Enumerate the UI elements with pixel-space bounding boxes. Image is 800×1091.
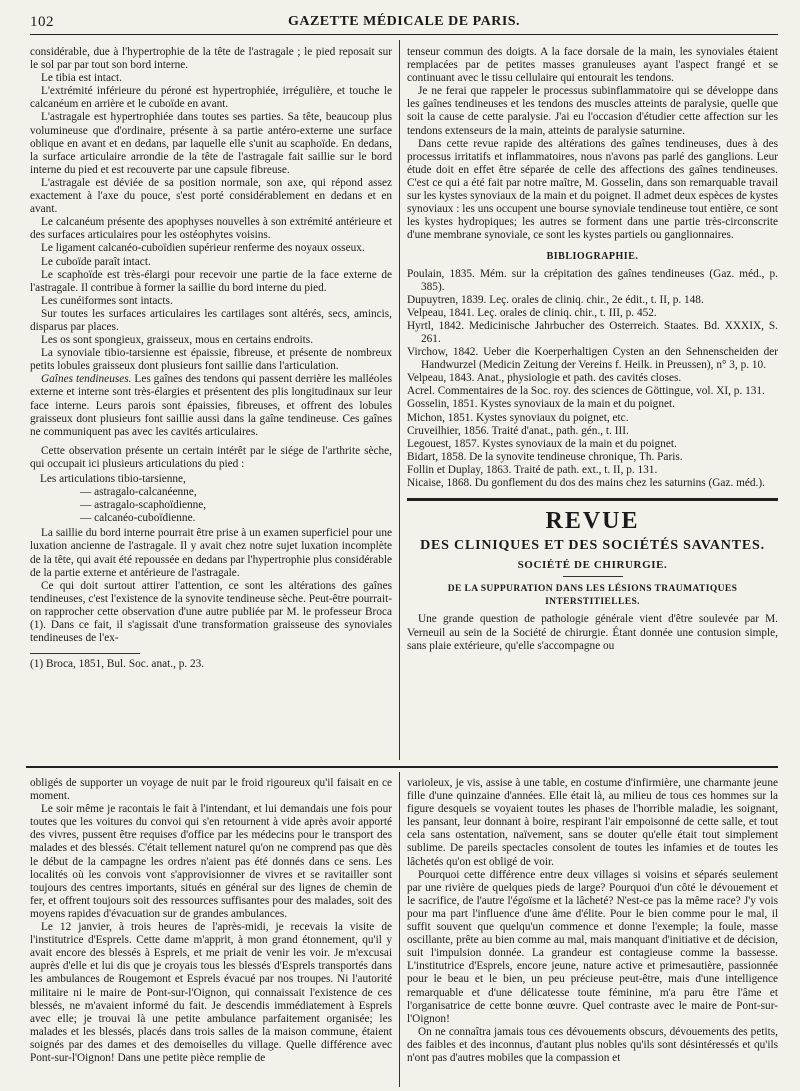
paragraph: tenseur commun des doigts. A la face dorsale de la main, les synoviales étaient remplacées par de petites masses granuleuses ayant l'aspect frangé et se continuant avec le tissu cellulaire qui entourait les tendons. [407, 46, 778, 85]
paragraph-gaines [30, 373, 392, 438]
paragraph: La synoviale tibio-tarsienne est épaissie, fibreuse, et présente de nombreux petits lobules graisseux dont plusieurs font saillie dans l'articulation. [30, 347, 392, 373]
bibliography-entry: Poulain, 1835. Mém. sur la crépitation des gaînes tendineuses (Gaz. méd., p. 385). [407, 267, 778, 293]
paragraph: L'astragale est déviée de sa position normale, son axe, qui répond assez exactement à l'axe du pouce, s'est porté considérablement en dedans et en avant. [30, 176, 392, 216]
bibliography-list [407, 268, 778, 491]
gaines-lead: Gaînes tendineuses. [41, 373, 132, 386]
bibliography-entry: Velpeau, 1843. Anat., physiologie et path. des cavités closes. [407, 372, 682, 385]
column-bottom-left [30, 777, 392, 1087]
article-title: DE LA SUPPURATION DANS LES LÉSIONS TRAUMATIQUES INTERSTITIELLES. [447, 584, 738, 608]
footnote-rule [30, 653, 140, 654]
bibliography-entry: Gosselin, 1851. Kystes synoviaux de la main et du poignet. [407, 398, 675, 411]
bibliography-entry: Acrel. Commentaires de la Soc. roy. des sciences de Göttingue, vol. XI, p. 131. [407, 385, 765, 398]
paragraph: Sur toutes les surfaces articulaires les cartilages sont altérés, secs, amincis, disparus par places. [30, 307, 392, 333]
bibliography-entry: Follin et Duplay, 1863. Traité de path. ext., t. II, p. 131. [407, 463, 658, 476]
bibliography-entry: Velpeau, 1841. Leç. orales de cliniq. chir., t. III, p. 452. [407, 306, 657, 319]
paragraph: Le tibia est intact. [41, 72, 122, 85]
list-item: — astragalo-scaphoïdienne, [80, 499, 207, 512]
bibliography-entry: Virchow, 1842. Ueber die Koerperhaltigen Cysten an den Sehnenscheiden der Handwurzel (Medicin Zeitung der Vereins f. Heilk. in Preussen), n° 3, p. 10. [407, 346, 778, 372]
paragraph: Le ligament calcanéo-cuboïdien supérieur renferme des noyaux osseux. [41, 242, 365, 255]
paragraph: Je ne ferai que rappeler le processus subinflammatoire qui se développe dans les gaînes tendineuses et les tendons des muscles atteints de paralysie, quelle que soit la cause de cette paralysie. J'ai eu l'occasion d'étudier cette affection sur les tendons extenseurs de la main, atteints de paralysie saturnine. [407, 85, 778, 137]
paragraph: L'astragale est hypertrophiée dans toutes ses parties. Sa tête, beaucoup plus volumineuse que d'ordinaire, présente à sa partie antéro-externe une surface oblique en avant et en dedans, par laquelle elle s'unit au scaphoïde. En dedans, la surface articulaire arrondie de la tête de l'astragale fait saillie sur le bord interne du pied et est recouverte par une capsule fibreuse. [30, 111, 392, 176]
paragraph: Une grande question de pathologie générale vient d'être soulevée par M. Verneuil au sein de la Société de chirurgie. Étant donnée une contusion simple, sans plaie extérieure, qu'elle s'accompagne ou [407, 613, 778, 652]
bibliography-entry: Nicaise, 1868. Du gonflement du dos des mains chez les saturnins (Gaz. méd.). [407, 477, 765, 489]
paragraph: Les cunéiformes sont intacts. [41, 294, 173, 307]
page-number: 102 [30, 14, 54, 30]
society-heading: SOCIÉTÉ DE CHIRURGIE. [517, 559, 668, 572]
paragraph: Le 12 janvier, à trois heures de l'après-midi, je recevais la visite de l'institutrice d'Esprels. Cette dame m'apprit, à mon grand étonnement, qu'il y avait encore des blessés à Esprels, et me priait de venir les voir. Je m'excusai auprès d'elle et lui dis que je croyais tous les blessés d'Esprels transportés dans les ambulances de Rougemont et Esprels évacué par nos troupes. Ni l'autorité militaire ni le maire de Pont-sur-l'Oignon, qui connaissait l'existence de ces blessés, ne m'avaient informé du fait. Je descendis immédiatement à Esprels avec elle; je trouvai là une petite ambulance parfaitement organisée; les malades et les blessés, placés dans trois salles de la maison commune, étaient soignés par des dames et des demoiselles du village. Quelle différence avec Pont-sur-l'Oignon! Dans une petite pièce remplie de [30, 921, 392, 1064]
list-item: Les articulations tibio-tarsienne, [40, 473, 186, 485]
column-divider-top [399, 40, 400, 760]
list-item: — calcanéo-cuboïdienne. [80, 512, 196, 525]
journal-title: GAZETTE MÉDICALE DE PARIS. [287, 14, 521, 29]
section-rule [407, 498, 778, 501]
page-header [30, 10, 778, 35]
bibliography-entry: Michon, 1851. Kystes synoviaux du poignet, etc. [407, 411, 629, 424]
revue-title: REVUE [545, 508, 640, 535]
paragraph: L'extrémité inférieure du péroné est hypertrophiée, irrégulière, et touche le calcanéum en arrière et le cuboïde en avant. [30, 85, 392, 111]
paragraph: varioleux, je vis, assise à une table, en costume d'infirmière, une charmante jeune fille d'une quinzaine d'années. Elle était là, au milieu de tous ces hommes sur la figure desquels se voyaient toutes les phases de l'horrible maladie, les soignant, les pansant, leur donnant à boire, respirant l'air empoisonné de cette salle, et tout cela sans ostentation, naïvement, sans se douter qu'elle était tout simplement sublime. De pareils spectacles consolent de toutes les infamies et de toutes les lâchetés qu'on est obligé de voir. [407, 777, 778, 868]
bibliography-entry: Legouest, 1857. Kystes synoviaux de la main et du poignet. [407, 437, 677, 450]
society-rule [563, 576, 623, 577]
gaines-text: Les gaînes des tendons qui passent derrière les malléoles externe et interne sont très-élargies et présentent des plis longitudinaux sur leur face interne. Leurs parois sont épaissies, fibreuses, et offrent des lobules graisseux dont plusieurs font saillie aussi dans la gaîne tendineuse. Ces gaînes ne communiquent pas avec les cavités articulaires. [30, 373, 392, 438]
paragraph: Pourquoi cette différence entre deux villages si voisins et séparés seulement par une rivière de quelques pieds de large? Pourquoi d'un côté le dévouement et le sacrifice, de l'autre l'égoïsme et la lâcheté? N'est-ce pas la même race? J'y vois pour ma part l'influence d'une âme d'élite. Pour le bien comme pour le mal, il suffit souvent que quelqu'un commence et donne l'exemple; la foule, masse oscillante, prête au bien comme au mal, mais manquant d'initiative et de décision, suit l'impulsion donnée. La grandeur est contagieuse comme la bassesse. L'institutrice d'Esprels, encore jeune, nature active et primesautière, passionnée pour le beau et le bien, un peu précieuse peut-être, mais d'une intelligence remarquable et d'une délicatesse toute féminine, m'a paru être l'âme et l'organisatrice de cette bonne œuvre. Quel contraste avec le maire de Pont-sur-l'Oignon! [407, 868, 778, 1025]
paragraph: obligés de supporter un voyage de nuit par le froid rigoureux qu'il faisait en ce moment. [30, 777, 392, 803]
paragraph: Le cuboïde paraît intact. [41, 255, 151, 268]
paragraph: Le scaphoïde est très-élargi pour recevoir une partie de la face externe de l'astragale. Il contribue à former la saillie du bord interne du pied. [30, 268, 392, 294]
paragraph: considérable, due à l'hypertrophie de la tête de l'astragale ; le pied reposait sur le sol par par tout son bord interne. [30, 46, 392, 72]
paragraph: Ce qui doit surtout attirer l'attention, ce sont les altérations des gaînes tendineuses, c'est l'existence de la synovite tendineuse sèche. Peut-être pourrait-on rapprocher cette observation d'une autre publiée par M. le professeur Broca (1). Dans ce fait, il s'agissait d'une transformation graisseuse des synoviales tendineuses de l'ex- [30, 579, 392, 645]
paragraph: Les os sont spongieux, graisseux, mous en certains endroits. [41, 334, 314, 347]
column-bottom-right [407, 777, 778, 1087]
paragraph: La saillie du bord interne pourrait être prise à un examen superficiel pour une luxation ancienne de l'astragale. Il y avait chez notre sujet luxation incomplète de la tête, qui avait été repoussée en dedans par l'hypertrophie plus considérable de la partie externe et antérieure de l'astragale. [30, 527, 392, 579]
column-top-right [407, 46, 778, 746]
paragraph: On ne connaîtra jamais tous ces dévouements obscurs, dévouements des petits, des faibles et des inconnus, d'autant plus nobles qu'ils sont désintéressés et qu'ils n'ont pas d'autres mobiles que la compassion et [407, 1025, 778, 1064]
bibliography-entry: Hyrtl, 1842. Medicinische Jahrbucher des Osterreich. Staates. Bd. XXXIX, S. 261. [407, 319, 778, 345]
list-item: — astragalo-calcanéenne, [80, 486, 197, 499]
column-top-left [30, 46, 392, 726]
bibliography-entry: Bidart, 1858. De la synovite tendineuse chronique, Th. Paris. [407, 450, 683, 463]
bibliography-entry: Cruveilhier, 1856. Traité d'anat., path. gén., t. III. [407, 424, 629, 437]
bibliography-entry: Dupuytren, 1839. Leç. orales de cliniq. chir., 2e édit., t. II, p. 148. [407, 293, 704, 306]
paragraph: Le soir même je racontais le fait à l'intendant, et lui demandais une fois pour toutes que les voitures du convoi qui s'en retournent à vide après avoir apporté des vivres, pussent être requises d'office par les médecins pour le transport des malades et des blessés. C'était tellement naturel qu'on ne comprend pas que dès le début de la campagne les ordres n'aient pas été donnés dans ce sens. Les localités où les convois vont s'approvisionner de vivres et se ravitailler sont toujours des centres importants, situés en général sur des lignes de chemin de fer, et offrent toujours soit des ressources suffisantes pour des malades, soit des moyens rapides d'évacuation sur de grandes ambulances. [30, 803, 392, 920]
page-section-rule [26, 766, 778, 768]
articulation-list [30, 473, 392, 525]
paragraph: Le calcanéum présente des apophyses nouvelles à son extrémité antérieure et des surfaces articulaires pour les ostéophytes voisins. [30, 216, 392, 242]
column-divider-bottom [399, 772, 400, 1087]
paragraph: Cette observation présente un certain intérêt par le siége de l'arthrite sèche, qui occupait ici plusieurs articulations du pied : [30, 444, 392, 470]
footnote: (1) Broca, 1851, Bul. Soc. anat., p. 23. [30, 658, 205, 671]
revue-subtitle: DES CLINIQUES ET DES SOCIÉTÉS SAVANTES. [420, 538, 765, 554]
bibliography-title: BIBLIOGRAPHIE. [546, 251, 639, 263]
paragraph: Dans cette revue rapide des altérations des gaînes tendineuses, dues à des processus irritatifs et inflammatoires, nous n'avons pas parlé des ganglions. Leur étude doit en effet être séparée de celle des affections des gaînes tendineuses. C'est ce qui a été fait par notre maître, M. Gosselin, dans son remarquable travail sur les kystes synoviaux de la main et du poignet. Il admet deux espèces de kystes synoviaux : les uns occupent une bourse synoviale tendineuse tout entière, ce sont les kystes hydropiques; les autres se forment dans une partie très-circonscrite d'une membrane synoviale, ce sont les kystes partiels ou ganglionnaires. [407, 137, 778, 242]
